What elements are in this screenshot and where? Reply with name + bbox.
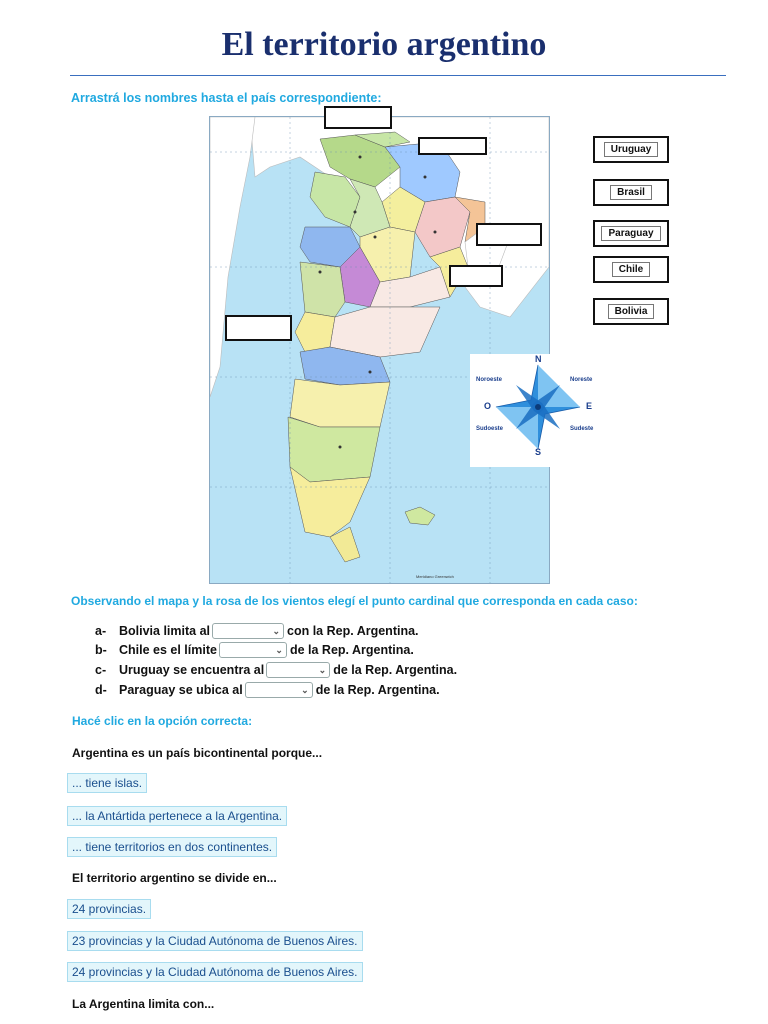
question-text-before: Bolivia limita al [119,624,211,638]
title-divider [70,75,726,76]
cardinal-question-c [95,662,457,678]
north-label: N [535,354,542,364]
southwest-label: Sudoeste [476,426,504,432]
drag-item-label: Bolivia [608,304,655,319]
cardinal-select-a[interactable] [212,623,284,639]
question-letter: a- [95,624,107,638]
question-1-option-1[interactable]: ... tiene islas. [67,773,147,793]
cardinal-select-b[interactable] [219,642,287,658]
question-text-before: Chile es el límite [119,643,217,657]
drop-zone-2[interactable] [418,137,487,155]
south-label: S [535,447,542,457]
greenwich-label: Meridiano Greenwich [416,574,454,579]
question-letter: d- [95,683,107,697]
drop-zone-4[interactable] [449,265,503,287]
cardinal-select-d[interactable] [245,682,313,698]
argentina-map [209,116,550,584]
cardinal-question-b [95,642,414,658]
chevron-down-icon: ⌄ [275,644,283,655]
question-text-after: de la Rep. Argentina. [315,683,440,697]
click-instruction: Hacé clic en la opción correcta: [72,714,253,728]
question-2-option-2[interactable]: 23 provincias y la Ciudad Autónoma de Buenos Aires. [67,931,363,951]
page-title: El territorio argentino [221,26,547,63]
drag-item-paraguay[interactable] [593,220,669,247]
cardinal-instruction: Observando el mapa y la rosa de los vientos elegí el punto cardinal que corresponda en cada caso: [71,594,638,608]
question-letter: b- [95,643,107,657]
drag-item-chile[interactable] [593,256,669,283]
drop-zone-1[interactable] [324,106,392,129]
map-drawing [210,117,549,583]
west-label: O [484,401,492,411]
chevron-down-icon: ⌄ [272,625,281,636]
east-label: E [586,401,593,411]
chevron-down-icon: ⌄ [318,664,327,675]
cardinal-question-d [95,682,440,698]
question-3-text: La Argentina limita con... [72,997,215,1011]
question-2-text: El territorio argentino se divide en... [72,871,277,885]
northwest-label: Noroeste [476,377,503,383]
drag-item-label: Paraguay [601,226,660,241]
cardinal-select-c[interactable] [266,662,330,678]
question-text-after: de la Rep. Argentina. [289,643,414,657]
question-text-before: Paraguay se ubica al [119,683,243,697]
southeast-label: Sudeste [570,426,594,432]
question-text-before: Uruguay se encuentra al [119,663,265,677]
drag-item-bolivia[interactable] [593,298,669,325]
drag-instruction: Arrastrá los nombres hasta el país correspondiente: [71,91,382,105]
drop-zone-5[interactable] [225,315,292,341]
question-1-option-2[interactable]: ... la Antártida pertenece a la Argentina. [67,806,287,826]
cardinal-question-a [95,623,419,639]
question-1-option-3[interactable]: ... tiene territorios en dos continentes. [67,837,277,857]
question-text-after: de la Rep. Argentina. [333,663,458,677]
drag-item-label: Uruguay [604,142,659,157]
drag-item-label: Brasil [610,185,652,200]
chevron-down-icon: ⌄ [301,684,309,695]
drag-item-label: Chile [612,262,650,277]
northeast-label: Noreste [570,377,593,383]
question-text-after: con la Rep. Argentina. [287,624,419,638]
drop-zone-3[interactable] [476,223,542,246]
drag-item-uruguay[interactable] [593,136,669,163]
question-letter: c- [95,663,107,677]
question-1-text: Argentina es un país bicontinental porque... [72,746,323,760]
question-2-option-1[interactable]: 24 provincias. [67,899,151,919]
drag-item-brasil[interactable] [593,179,669,206]
question-2-option-3[interactable]: 24 provincias y la Ciudad Autónoma de Buenos Aires. [67,962,363,982]
compass-rose [470,354,600,467]
